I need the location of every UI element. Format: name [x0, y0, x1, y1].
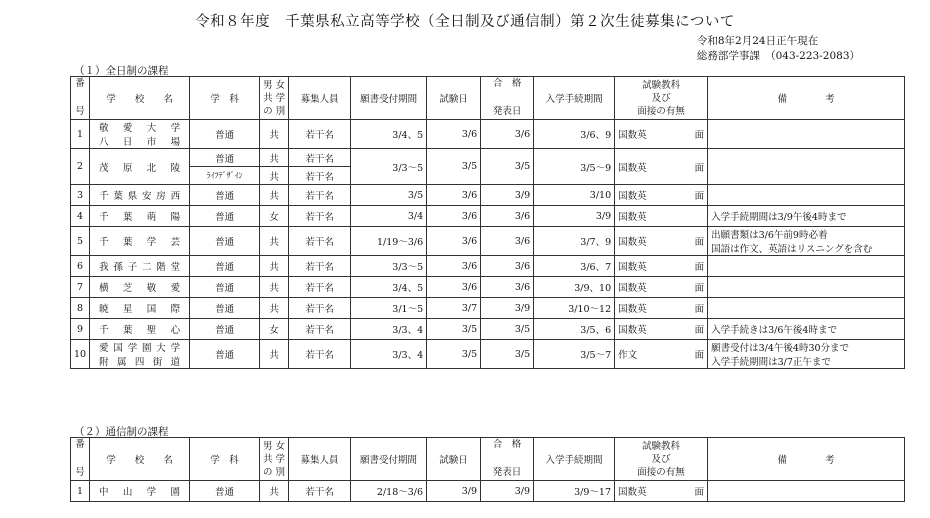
table-cell: 3/4、5: [351, 277, 427, 298]
table-cell: 共: [260, 149, 289, 167]
table-cell: [90, 481, 190, 502]
cell-text: 面: [694, 325, 705, 336]
table-cell: 8: [71, 298, 90, 319]
table-cell: 若干名: [289, 481, 351, 502]
cell-text: 国数英: [618, 262, 647, 273]
table-cell: [615, 298, 708, 319]
table-cell: 普通: [190, 227, 260, 256]
table-cell: 共: [260, 185, 289, 206]
table-cell: 普通: [190, 206, 260, 227]
cell-text: 国数英: [618, 283, 647, 294]
cell-text: [618, 301, 704, 315]
table-cell: 3/6: [427, 120, 481, 149]
table-cell: [708, 185, 905, 206]
table-cell: 3/5: [481, 149, 534, 185]
cell-text: [618, 322, 704, 336]
cell-text: 面: [694, 283, 705, 294]
table-cell: 若干名: [289, 256, 351, 277]
department-contact: 総務部学事課 （043-223-2083）: [696, 50, 860, 62]
cell-text: 面: [694, 130, 705, 141]
table-cell: 3/5: [481, 319, 534, 340]
page-meta: [697, 34, 860, 64]
table-row: [71, 277, 905, 298]
table-cell: [708, 206, 905, 227]
cell-text: 千葉学芸: [99, 237, 181, 248]
table-row: [71, 206, 905, 227]
table-cell: [615, 319, 708, 340]
table-cell: 3/6: [427, 277, 481, 298]
table-cell: 普通: [190, 277, 260, 298]
table-row: [71, 298, 905, 319]
cell-text: 及び: [651, 453, 671, 465]
cell-text: [618, 188, 704, 202]
cell-text: 千葉県安房西: [99, 191, 181, 202]
table-cell: 普通: [190, 481, 260, 502]
table-row: [71, 185, 905, 206]
header-apply: 願書受付期間: [351, 77, 427, 120]
header-notes: 備 考: [708, 438, 905, 481]
cell-text: 面: [694, 350, 705, 361]
table-row: [71, 340, 905, 369]
cell-text: 八日市場: [99, 137, 181, 148]
table-cell: 9: [71, 319, 90, 340]
cell-text: 面: [694, 262, 705, 273]
cell-text: 国語は作文、英語はリスニングを含む: [711, 244, 873, 255]
table-cell: 若干名: [289, 120, 351, 149]
table-cell: 3: [71, 185, 90, 206]
cell-text: 及び: [651, 92, 671, 104]
table-cell: [615, 227, 708, 256]
table-cell: 3/5: [351, 185, 427, 206]
table-cell: [90, 319, 190, 340]
table-cell: 若干名: [289, 206, 351, 227]
cell-text: 願書受付は3/4午後4時30分まで: [711, 343, 850, 354]
table-cell: 共: [260, 120, 289, 149]
table-cell: 3/10～12: [534, 298, 615, 319]
cell-text: 合 格: [492, 439, 522, 450]
table-cell: [90, 120, 190, 149]
cell-text: の 別: [263, 105, 286, 117]
cell-text: 面: [694, 237, 705, 248]
cell-text: 国数英: [618, 212, 647, 223]
table-cell: 3/9～17: [534, 481, 615, 502]
table-cell: 3/10: [534, 185, 615, 206]
header-notes: 備 考: [708, 77, 905, 120]
cell-text: 茂原北陵: [99, 162, 181, 174]
header-coed: [260, 438, 289, 481]
table-row: [71, 120, 905, 149]
header-exam: 試験日: [427, 77, 481, 120]
cell-text: 入学手続きは3/6午後4時まで: [711, 325, 837, 336]
table-cell: 共: [260, 340, 289, 369]
header-quota: 募集人員: [289, 77, 351, 120]
table-cell: 若干名: [289, 319, 351, 340]
header-quota: 募集人員: [289, 438, 351, 481]
header-no: [71, 438, 90, 481]
table-cell: [615, 185, 708, 206]
section-correspondence-title: （２）通信制の課程: [74, 426, 169, 438]
table-cell: [90, 227, 190, 256]
section-fulltime-title: （１）全日制の課程: [74, 65, 169, 77]
cell-text: 号: [75, 106, 85, 117]
header-course: 学 科: [190, 438, 260, 481]
cell-text: [618, 160, 704, 174]
table-cell: 3/6: [427, 227, 481, 256]
table-cell: [708, 149, 905, 185]
header-apply: 願書受付期間: [351, 438, 427, 481]
cell-text: [618, 259, 704, 273]
table-cell: 若干名: [289, 340, 351, 369]
cell-text: 発表日: [492, 467, 522, 478]
table-cell: 3/5: [427, 340, 481, 369]
table-cell: [90, 206, 190, 227]
cell-text: 中山学園: [99, 487, 180, 498]
cell-text: 国数英: [618, 237, 647, 248]
table-cell: 3/3～5: [351, 149, 427, 185]
cell-text: 敬愛大学: [99, 123, 181, 134]
table-cell: 共: [260, 481, 289, 502]
cell-text: 入学手続期間は3/9午後4時まで: [711, 212, 847, 223]
table-cell: 普通: [190, 149, 260, 167]
table-cell: 3/6: [481, 120, 534, 149]
cell-text: [618, 484, 704, 498]
cell-text: 作文: [618, 350, 638, 361]
table-cell: 3/3、4: [351, 319, 427, 340]
table-cell: 3/5: [481, 340, 534, 369]
header-subjects: [615, 438, 708, 481]
table-cell: 3/5: [427, 319, 481, 340]
table-cell: [708, 277, 905, 298]
table-cell: 3/1～5: [351, 298, 427, 319]
header-pass: [481, 438, 534, 481]
table-cell: [708, 256, 905, 277]
table-cell: 若干名: [289, 227, 351, 256]
cell-text: 番: [75, 439, 85, 450]
table-cell: 3/9、10: [534, 277, 615, 298]
table-cell: [708, 298, 905, 319]
cell-text: [618, 209, 704, 223]
table-cell: 共: [260, 277, 289, 298]
table-cell: 3/6: [481, 277, 534, 298]
header-row: [71, 77, 905, 120]
cell-text: 愛国学園大学: [99, 343, 181, 354]
table-cell: 若干名: [289, 298, 351, 319]
table-cell: 3/9: [481, 185, 534, 206]
table-cell: 3/9: [427, 481, 481, 502]
cell-text: 横芝敬愛: [99, 283, 181, 294]
table-cell: 3/5、6: [534, 319, 615, 340]
table-cell: 共: [260, 227, 289, 256]
correspondence-table: [70, 437, 905, 502]
table-cell: 普通: [190, 298, 260, 319]
cell-text: 発表日: [492, 106, 522, 117]
table-cell: 3/6: [427, 256, 481, 277]
table-cell: [708, 227, 905, 256]
table-cell: 5: [71, 227, 90, 256]
cell-text: 我孫子二階堂: [99, 262, 181, 273]
table-cell: 女: [260, 319, 289, 340]
table-cell: [90, 340, 190, 369]
table-cell: 普通: [190, 120, 260, 149]
as-of-date: 令和8年2月24日正午現在: [696, 35, 819, 47]
table-cell: 普通: [190, 319, 260, 340]
table-cell: [615, 149, 708, 185]
cell-text: 国数英: [618, 487, 647, 498]
table-cell: 3/6: [481, 256, 534, 277]
table-cell: 普通: [190, 185, 260, 206]
header-exam: 試験日: [427, 438, 481, 481]
table-cell: [90, 185, 190, 206]
cell-text: [74, 91, 86, 105]
cell-text: 面: [694, 304, 705, 315]
cell-text: 番: [75, 78, 85, 89]
cell-text: 試験教科: [642, 79, 681, 91]
table-cell: [708, 120, 905, 149]
table-cell: [615, 277, 708, 298]
cell-text: 附属四街道: [99, 357, 181, 368]
header-no: [71, 77, 90, 120]
cell-text: 試験教科: [642, 440, 681, 452]
table-cell: [90, 298, 190, 319]
table-cell: 若干名: [289, 167, 351, 185]
table-cell: [615, 120, 708, 149]
cell-text: 号: [75, 467, 85, 478]
cell-text: 共 学: [263, 92, 286, 104]
cell-text: 男 女: [263, 440, 286, 452]
table-cell: 3/4: [351, 206, 427, 227]
table-cell: 3/4、5: [351, 120, 427, 149]
table-cell: 1/19～3/6: [351, 227, 427, 256]
header-enroll: 入学手続期間: [534, 77, 615, 120]
table-cell: 3/9: [481, 481, 534, 502]
table-row: [71, 227, 905, 256]
table-cell: 3/6、7: [534, 256, 615, 277]
table-cell: [615, 256, 708, 277]
cell-text: 国数英: [618, 130, 647, 141]
cell-text: 合 格: [492, 78, 522, 89]
table-cell: 3/9: [481, 298, 534, 319]
table-cell: 3/7: [427, 298, 481, 319]
table-cell: [708, 481, 905, 502]
table-cell: 10: [71, 340, 90, 369]
table-cell: 2: [71, 149, 90, 185]
cell-text: 出願書類は3/6午前9時必着: [711, 230, 828, 241]
table-cell: [90, 256, 190, 277]
table-cell: 若干名: [289, 185, 351, 206]
cell-text: 面接の有無: [637, 466, 685, 478]
header-pass: [481, 77, 534, 120]
table-cell: 3/6、9: [534, 120, 615, 149]
table-cell: 4: [71, 206, 90, 227]
table-cell: 共: [260, 167, 289, 185]
table-cell: 普通: [190, 256, 260, 277]
table-cell: [615, 206, 708, 227]
cell-text: 男 女: [263, 79, 286, 91]
table-row: [71, 319, 905, 340]
cell-text: 面: [694, 162, 705, 174]
cell-text: [484, 452, 530, 466]
header-school: 学 校 名: [90, 438, 190, 481]
header-course: 学 科: [190, 77, 260, 120]
table-cell: 3/3、4: [351, 340, 427, 369]
cell-text: 千葉萌陽: [99, 212, 181, 223]
table-cell: 1: [71, 481, 90, 502]
table-row: [71, 481, 905, 502]
table-cell: [615, 340, 708, 369]
table-cell: [90, 149, 190, 185]
page-title: 令和８年度 千葉県私立高等学校（全日制及び通信制）第２次生徒募集について: [195, 14, 735, 30]
cell-text: 暁星国際: [99, 304, 181, 315]
cell-text: [74, 452, 86, 466]
cell-text: 面接の有無: [637, 105, 685, 117]
cell-text: 国数英: [618, 325, 647, 336]
table-cell: 3/7、9: [534, 227, 615, 256]
table-cell: 3/5～7: [534, 340, 615, 369]
fulltime-table: [70, 76, 905, 369]
cell-text: 国数英: [618, 162, 647, 174]
cell-text: [618, 280, 704, 294]
table-cell: 普通: [190, 340, 260, 369]
table-cell: [615, 481, 708, 502]
table-cell: ﾗｲﾌﾃﾞｻﾞｲﾝ: [190, 167, 260, 185]
table-cell: 3/9: [534, 206, 615, 227]
table-cell: 1: [71, 120, 90, 149]
table-cell: 共: [260, 298, 289, 319]
table-cell: 7: [71, 277, 90, 298]
cell-text: 面: [694, 487, 705, 498]
table-row: [71, 256, 905, 277]
header-school: 学 校 名: [90, 77, 190, 120]
cell-text: 入学手続期間は3/7正午まで: [711, 357, 831, 368]
table-cell: [708, 319, 905, 340]
table-cell: 共: [260, 256, 289, 277]
table-row: [71, 149, 905, 167]
table-cell: 2/18～3/6: [351, 481, 427, 502]
cell-text: 国数英: [618, 304, 647, 315]
cell-text: [618, 234, 704, 248]
header-enroll: 入学手続期間: [534, 438, 615, 481]
table-cell: 若干名: [289, 277, 351, 298]
cell-text: 千葉聖心: [99, 325, 181, 336]
cell-text: [618, 347, 704, 361]
table-cell: 3/3～5: [351, 256, 427, 277]
table-cell: 3/5～9: [534, 149, 615, 185]
cell-text: [484, 91, 530, 105]
cell-text: [618, 127, 704, 141]
header-coed: [260, 77, 289, 120]
cell-text: の 別: [263, 466, 286, 478]
table-cell: 3/6: [481, 206, 534, 227]
table-cell: 6: [71, 256, 90, 277]
cell-text: 共 学: [263, 453, 286, 465]
table-cell: 3/6: [427, 206, 481, 227]
table-cell: 3/6: [481, 227, 534, 256]
header-subjects: [615, 77, 708, 120]
table-cell: [90, 277, 190, 298]
table-cell: [708, 340, 905, 369]
table-cell: 女: [260, 206, 289, 227]
table-cell: 3/5: [427, 149, 481, 185]
cell-text: 面: [694, 191, 705, 202]
header-row: [71, 438, 905, 481]
cell-text: 国数英: [618, 191, 647, 202]
table-cell: 3/6: [427, 185, 481, 206]
table-cell: 若干名: [289, 149, 351, 167]
